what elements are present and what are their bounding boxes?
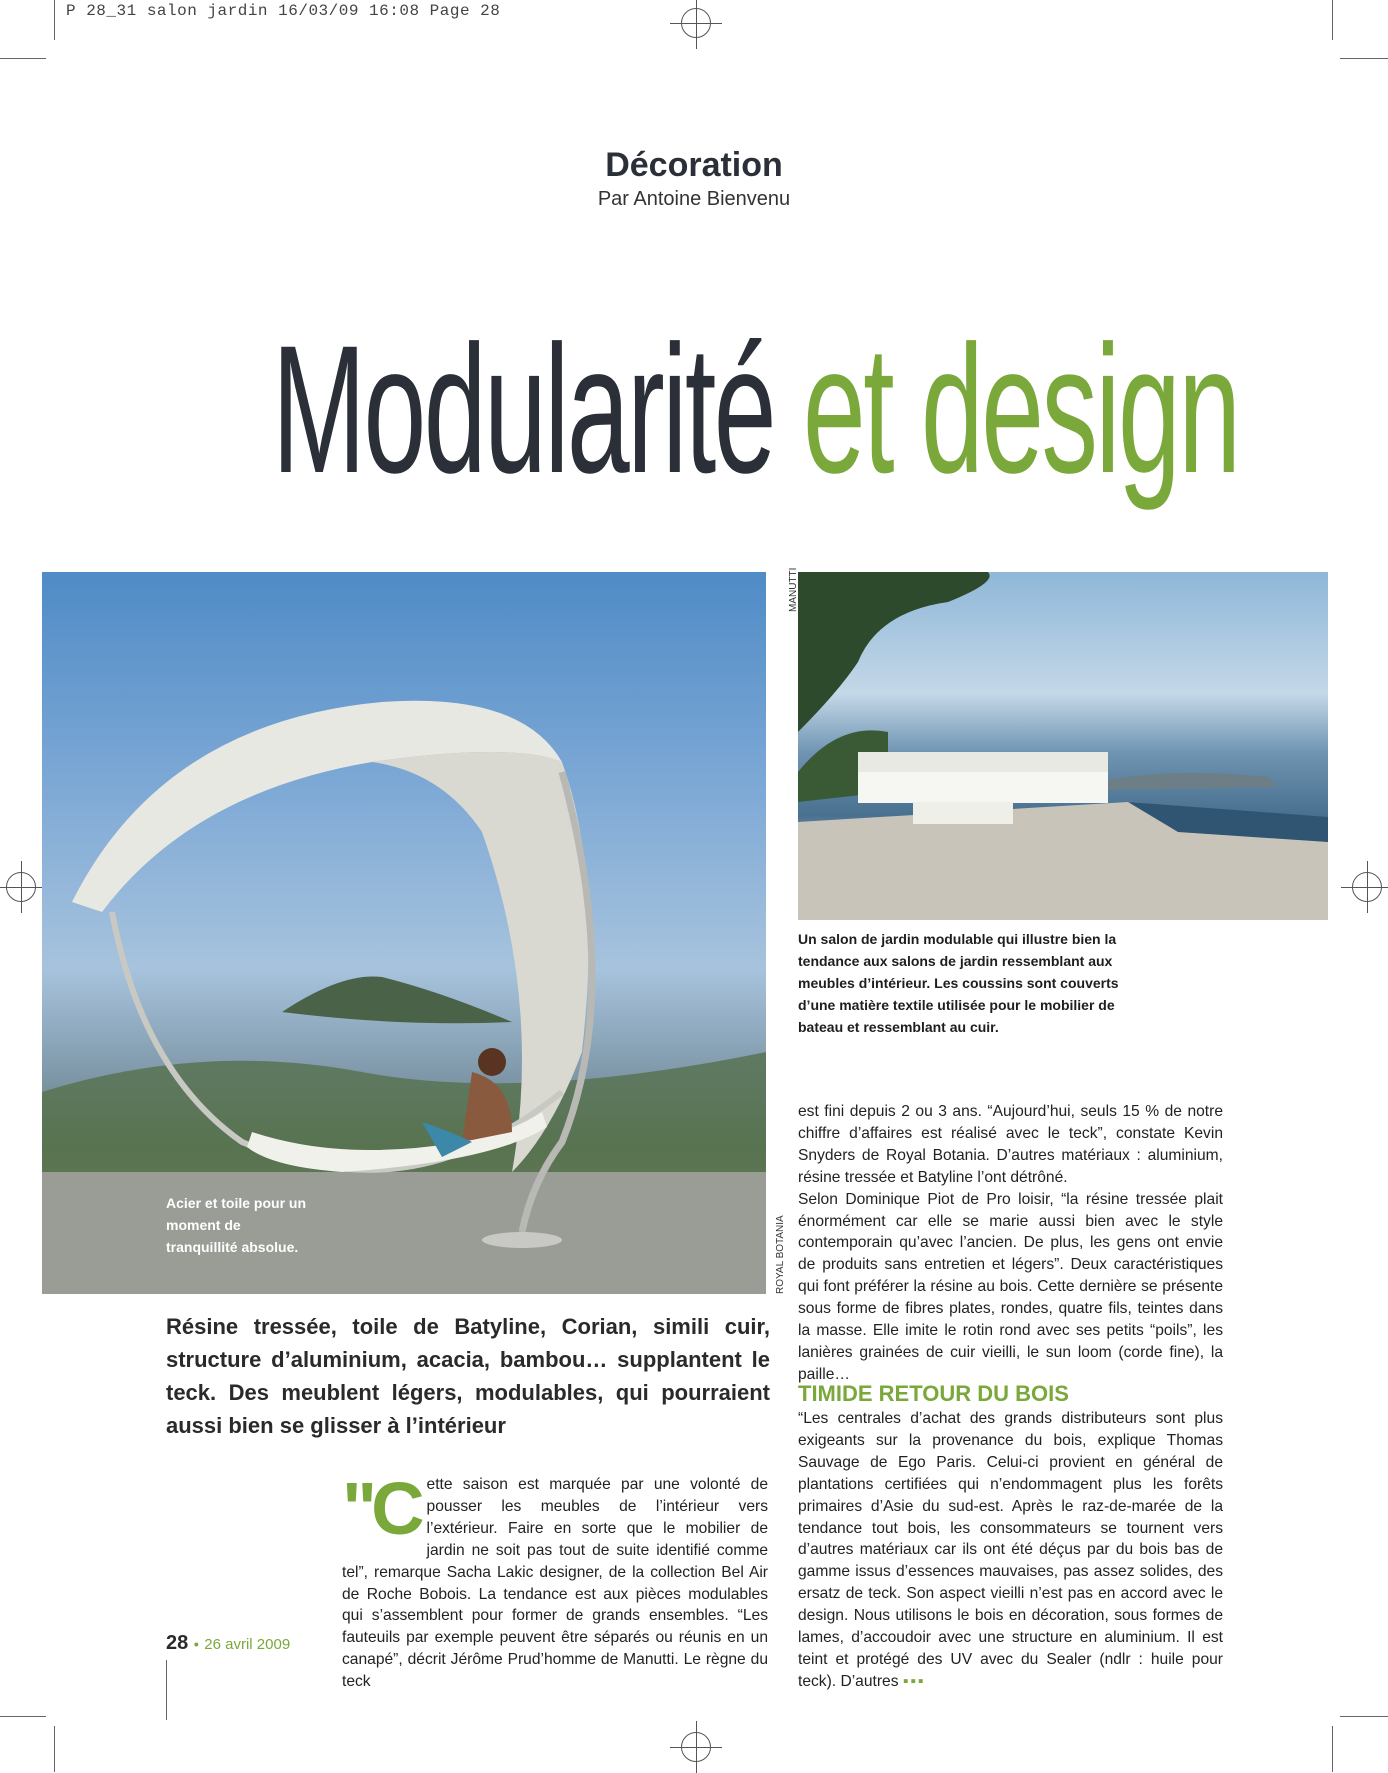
folio-bullet: • xyxy=(193,1636,199,1652)
photo-lounger-credit: ROYAL BOTANIA xyxy=(775,1215,786,1294)
photo-modular-sofa xyxy=(798,572,1328,920)
article-column-right-bottom xyxy=(798,1408,1223,1693)
headline-part-1: Modularité xyxy=(272,307,775,511)
headline-part-2: et design xyxy=(802,307,1239,511)
crop-mark xyxy=(1332,0,1333,40)
crop-mark xyxy=(166,1660,167,1720)
section-rubric: Décoration xyxy=(605,146,783,184)
photo-lounger xyxy=(42,572,766,1294)
article-paragraph: “Les centrales d’achat des grands distributeurs sont plus exigeants sur la provenance du bois, explique Thomas Sauvage de Ego Paris. Celui-ci provient en général de plantations certifiées qui n’endommagent plus les forêts primaires d’Asie du sud-est. Après le raz-de-marée de la tendance tout bois, les consommateurs se tournent vers d’autres matériaux car ils ont été déçus par du bois bas de gamme issus d’essences mauvaises, pas assez solides, des ersatz de teck. Son aspect vieilli n’est pas en accord avec le design. Nous utilisons le bois en décoration, sous formes de lames, d’accoudoir avec une structure en aluminium. Il est teint et protégé des UV avec du Sealer (ndlr : huile pour teck). D’autres xyxy=(798,1410,1223,1690)
registration-mark xyxy=(6,872,36,902)
article-paragraph: ette saison est marquée par une volonté de pousser les meubles de l’intérieur vers l’extérieur. Faire en sorte que le mobilier de jardin ne soit pas tout de suite identifié comme tel”, remarque Sacha Lakic designer, de la collection Bel Air de Roche Bobois. La tendance est aux pièces modulables qui s’assemblent pour former de grands ensembles. “Les fauteuils par exemple peuvent être séparés ou réunis en un canapé”, décrit Jérôme Prud’homme de Manutti. Le règne du teck xyxy=(342,1476,768,1691)
lounger-illustration xyxy=(42,572,766,1294)
printer-slug: P 28_31 salon jardin 16/03/09 16:08 Page 28 xyxy=(66,2,501,20)
crop-mark xyxy=(1340,1716,1388,1717)
crop-mark xyxy=(54,1726,55,1772)
article-intro: Résine tressée, toile de Batyline, Corian, simili cuir, structure d’aluminium, acacia, bambou… supplantent le teck. Des meublent légers, modulables, qui pourraient aussi bien se glisser à l’intérieur xyxy=(166,1314,770,1438)
registration-mark xyxy=(681,8,711,38)
article-paragraph: Selon Dominique Piot de Pro loisir, “la résine tressée plait énormément car elle se marie aussi bien avec le style contemporain qu’avec l’ancien. De plus, les gens ont envie de produits sans entretien et légers”. Deux caractéristiques qui font préférer la résine au bois. Cette dernière se présente sous forme de fibres plates, rondes, quatre fils, teintes dans la masse. Elle imite le rotin rond avec ses petits “poils”, les lanières grainées de cuir vieilli, le sun loom (corde fine), la paille… xyxy=(798,1190,1223,1383)
sofa-illustration xyxy=(798,572,1328,920)
continued-marker: ▪▪▪ xyxy=(902,1672,926,1690)
article-column-left xyxy=(342,1467,768,1693)
author-byline: Par Antoine Bienvenu xyxy=(597,188,791,210)
article-paragraph: est fini depuis 2 ou 3 ans. “Aujourd’hui, seuls 15 % de notre chiffre d’affaires est réalisé avec le teck”, constate Kevin Snyders de Royal Botania. D’autres matériaux : aluminium, résine tressée et Batyline l’ont détrôné. xyxy=(798,1103,1223,1186)
page-number: 28 xyxy=(166,1632,189,1654)
page-folio xyxy=(166,1632,290,1655)
crop-mark xyxy=(54,0,55,40)
photo-lounger-caption: Acier et toile pour un moment de tranquillité absolue. xyxy=(166,1195,307,1255)
crop-mark xyxy=(1332,1726,1333,1772)
photo-sofa-caption: Un salon de jardin modulable qui illustre bien la tendance aux salons de jardin ressemblant aux meubles d’intérieur. Les coussins sont couverts d’une matière textile utilisée pour le mobilier de bateau et ressemblant au cuir. xyxy=(798,931,1119,1035)
photo-sofa-credit: MANUTTI xyxy=(788,567,799,612)
crop-mark xyxy=(0,58,46,59)
article-subheading: TIMIDE RETOUR DU BOIS xyxy=(798,1381,1069,1406)
issue-date: 26 avril 2009 xyxy=(204,1636,291,1653)
registration-mark xyxy=(681,1732,711,1762)
drop-cap: "C xyxy=(342,1467,419,1550)
registration-mark xyxy=(1352,872,1382,902)
crop-mark xyxy=(1340,58,1388,59)
article-column-right-top xyxy=(798,1101,1223,1386)
crop-mark xyxy=(0,1716,46,1717)
page-title xyxy=(272,307,1239,511)
